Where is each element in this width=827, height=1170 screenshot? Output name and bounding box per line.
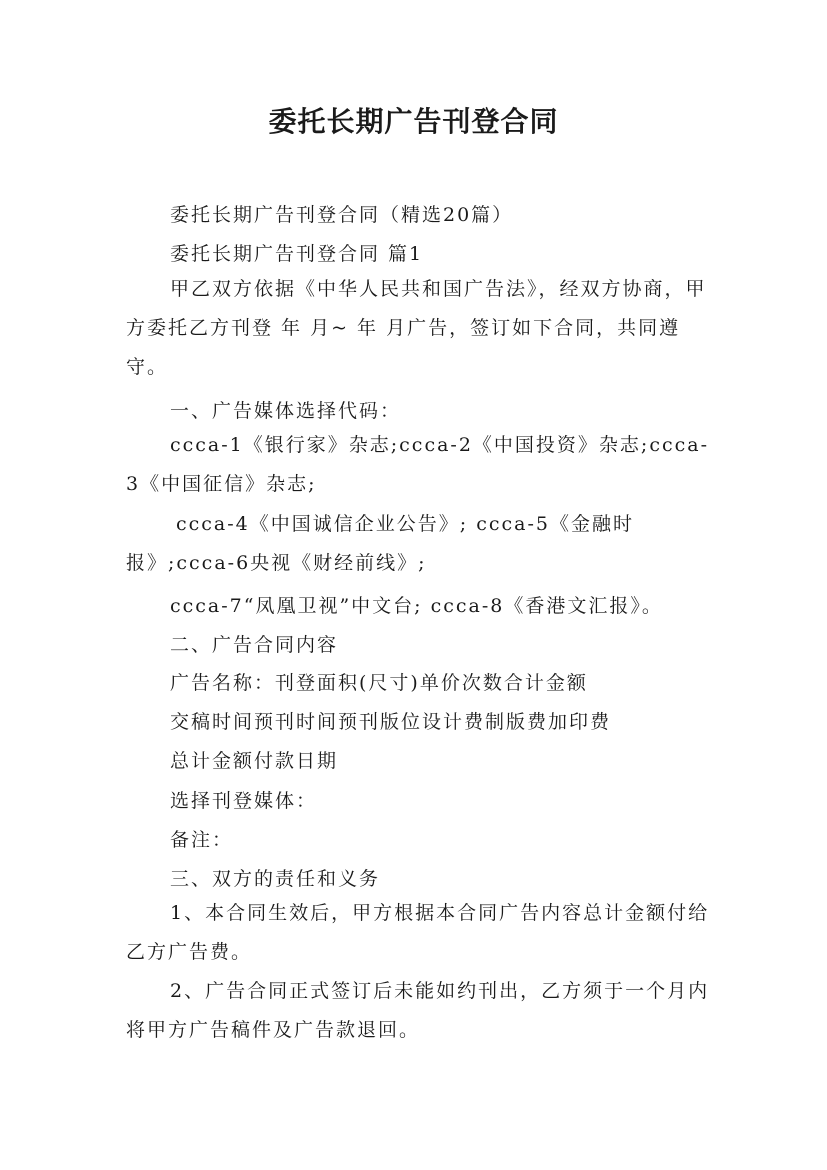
paragraph-subtitle: 委托长期广告刊登合同（精选20篇） <box>170 204 514 226</box>
paragraph-heading-media-codes: 一、广告媒体选择代码： <box>170 400 402 422</box>
document-title: 委托长期广告刊登合同 <box>268 105 559 138</box>
paragraph-media-codes-3: ccca-7“凤凰卫视”中文台; ccca-8《香港文汇报》。 <box>170 595 663 617</box>
paragraph-submission-time: 交稿时间预刊时间预刊版位设计费制版费加印费 <box>170 711 612 733</box>
paragraph-heading-contract-content: 二、广告合同内容 <box>170 634 339 656</box>
paragraph-section-heading: 委托长期广告刊登合同 篇1 <box>170 243 424 265</box>
paragraph-ad-name: 广告名称：刊登面积(尺寸)单价次数合计金额 <box>170 672 588 694</box>
paragraph-clause-2: 2、广告合同正式签订后未能如约刊出，乙方须于一个月内将甲方广告稿件及广告款退回。 <box>126 980 710 1041</box>
paragraph-media-codes-2: ccca-4《中国诚信企业公告》; ccca-5《金融时报》;ccca-6央视《财经前线》; <box>126 513 634 574</box>
paragraph-clause-1: 1、本合同生效后，甲方根据本合同广告内容总计金额付给乙方广告费。 <box>126 902 710 963</box>
paragraph-heading-responsibilities: 三、双方的责任和义务 <box>170 868 381 890</box>
paragraph-select-media: 选择刊登媒体： <box>170 790 318 812</box>
paragraph-remarks: 备注： <box>170 829 234 851</box>
paragraph-intro: 甲乙双方依据《中华人民共和国广告法》，经双方协商，甲方委托乙方刊登 年 月~ 年 月广告，签订如下合同，共同遵守。 <box>126 278 707 378</box>
paragraph-media-codes-1: ccca-1《银行家》杂志;ccca-2《中国投资》杂志;ccca-3《中国征信》杂志; <box>126 434 709 495</box>
paragraph-total-amount: 总计金额付款日期 <box>170 750 339 772</box>
